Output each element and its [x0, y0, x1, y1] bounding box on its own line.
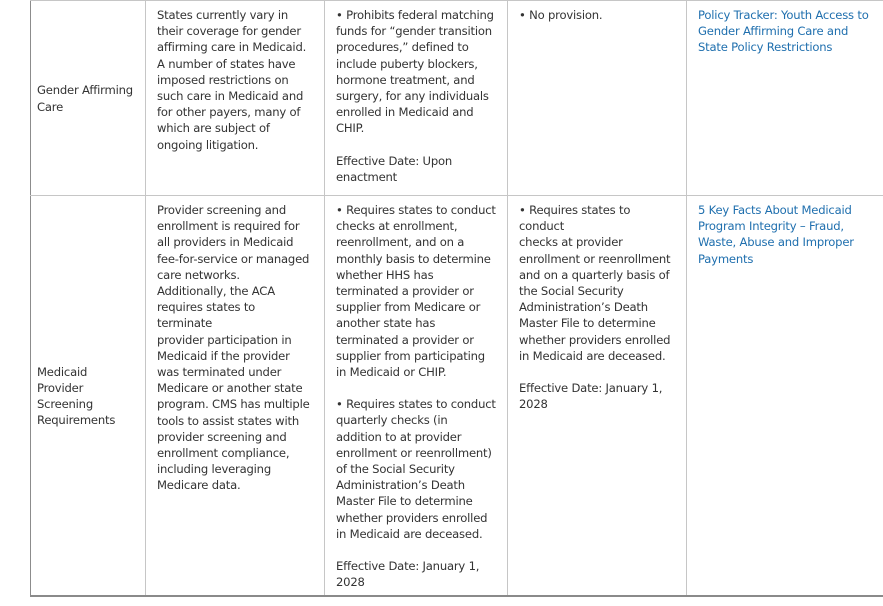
topic-label: Medicaid Provider Screening Requirements — [37, 364, 116, 428]
senate-provision-text: • No provision. — [519, 8, 603, 22]
table-row-gender-affirming-care — [31, 1, 883, 196]
current-law-text: Provider screening and enrollment is required for all providers in Medicaid fee-for-service or managed care networks. Additionally, the ACA requires states to terminate provider participation in Medicaid if the provider was terminated under Medicare or another state program. CMS has multiple tools to assist states with provider screening and enrollment compliance, including leveraging Medicare data. — [157, 203, 310, 493]
house-bill-cell — [325, 196, 508, 597]
effective-date-text: Effective Date: January 1, 2028 — [336, 559, 480, 590]
topic-cell — [31, 1, 146, 196]
policy-tracker-link[interactable]: Policy Tracker: Youth Access to Gender Affirming Care and State Policy Restrictions — [698, 8, 869, 55]
current-law-text: States currently vary in their coverage for gender affirming care in Medicaid. A number of states have imposed restrictions on such care in Medicaid and for other payers, many of which are subject of ongoing litigation. — [157, 8, 307, 152]
current-law-cell — [146, 1, 325, 196]
policy-comparison-table — [30, 0, 883, 597]
medicaid-integrity-link[interactable]: 5 Key Facts About Medicaid Program Integrity – Fraud, Waste, Abuse and Improper Payments — [698, 203, 854, 266]
senate-bill-cell — [508, 1, 687, 196]
resource-cell — [687, 196, 883, 597]
effective-date-text: Effective Date: January 1, 2028 — [519, 381, 663, 412]
resource-cell — [687, 1, 883, 196]
current-law-cell — [146, 196, 325, 597]
house-provision-text: • Prohibits federal matching funds for “gender transition procedures,” defined to include puberty blockers, hormone treatment, and surgery, for any individuals enrolled in Medicaid and CHIP. — [336, 8, 494, 136]
senate-provision-text: • Requires states to conduct checks at provider enrollment or reenrollment and on a quarterly basis of the Social Security Administration’s Death Master File to determine whether providers enrolled in Medicaid are deceased. — [519, 203, 671, 363]
table-row-provider-screening — [31, 196, 883, 597]
house-provision-text: • Requires states to conduct checks at enrollment, reenrollment, and on a monthly basis to determine whether HHS has terminated a provider or supplier from Medicare or another state has terminated a provider or supplier from participating in Medicaid or CHIP. — [336, 203, 496, 380]
house-bill-cell — [325, 1, 508, 196]
topic-cell — [31, 196, 146, 597]
senate-bill-cell — [508, 196, 687, 597]
house-provision-text: • Requires states to conduct quarterly checks (in addition to at provider enrollment or reenrollment) of the Social Security Administration’s Death Master File to determine whether providers enrolled in Medicaid are deceased. — [336, 397, 496, 541]
effective-date-text: Effective Date: Upon enactment — [336, 153, 453, 184]
topic-label: Gender Affirming Care — [37, 83, 133, 114]
